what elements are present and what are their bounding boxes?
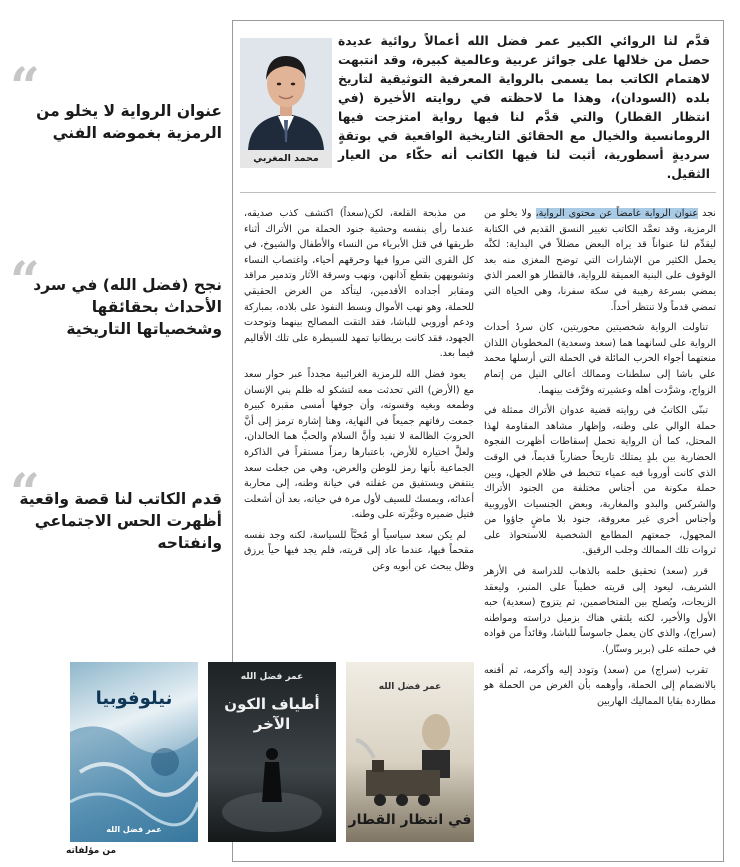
author-portrait-image [240,38,332,150]
book-cover-train[interactable] [346,662,474,842]
quote-mark-icon: “ [10,251,40,312]
quote-mark-icon: “ [10,57,40,118]
silhouette-icon [208,662,336,842]
body-column-right [484,206,716,714]
body-paragraph: من مذبحة القلعة، لكن(سعداً) اكتشف كذب صديقه، عندما رأى بنفسه وحشية جنود الحملة من الأتراك أثناء طريقها في قتل الأبرياء من النساء والأطفال والشيوخ، في كل القرى التي مروا فيها وحرقهم أحياء، واغتصاب النساء وتشويههن بقطع آذانهن، ونهب وسرقة الآثار وتدمير مراقد ومقابر أجداده الأقدمين، ليتأكد من الغرض الحقيقي للحملة، وهو نهب الأموال وبسط النفوذ على بلاده، بمباركة ودعم أوروبي للباشا، فقد التقت المصالح بينهما وتوحدت الجهود، فقد كانت بريطانيا تمهد للسيطرة على تلك الأقاليم فيما بعد. [244,208,474,360]
pull-quote-1: عنوان الرواية لا يخلو من الرمزية بغموضه الفني [36,102,222,142]
body-paragraph: تناولت الرواية شخصيتين محوريتين، كان سردُ أحداث الرواية على لسانهما هما (سعد وسعدية) المخطوبان اللذان منعتهما أجواء الحرب المائلة في الحملة التي أرسلها محمد علي باشا إلى سلطنات وممالك أعالي النيل من إتمام الزواج، وشرَّدت أهله وعشيرته وفرَّقت بينهما. [484,322,716,396]
book-cover-atyaf[interactable] [208,662,336,842]
body-paragraph: تبنّى الكاتبُ في روايته قضية عدوان الأتراك ممثلة في حملة الوالي على وطنه، وإظهار مشاهد المقاومة لهذا المحتل، كما أن الرواية تحمل إسقاطات أظهرت الفجوة الحضارية بين بلدٍ يمتلك تاريخاً حضارياً قديماً، في الوقت الذي كانت أوروبا فيه عمياء تتخبط في ظلام الجهل، وبين حملة مكونة من أجناس مختلفة من الجنود الأتراك والشركس والبدو والمغاربة، وبعض الجنسيات الأوروبية وأجناس أخرى غير معروفة، جنود بلا ماضٍ جاؤوا من المجهول، جمعتهم المطامع الشخصية للاستحواذ على ثروات تلك الممالك وجلب الرقيق. [484,405,716,557]
intro-text: قدَّم لنا الروائي الكبير عمر فضل الله أعمالاً روائية عديدة حصل من خلالها على جوائز عربية وعالمية كبيرة، وقد انتبهت لاهتمام الكاتب بما يسمى بالرواية المعرفية التوثيقية لتاريخ بلده (السودان)، وهذا ما لاحظته في روايته الأخيرة (في انتظار القطار) والتي قدَّم لنا فيها رواية امتزجت فيها الرومانسية والخيال مع الحقائق التاريخية الواقعية في بوتقةٍ سرديةٍ أسطورية، أثبت لنا فيها الكاتب أنه حكّاء من العيار الثقيل. [338,34,710,181]
pull-quote-2: نجح (فضل الله) في سرد الأحداث بحقائقها وشخصياتها التاريخية [33,276,222,338]
body-paragraph: تقرب (سراج) من (سعد) وتودد إليه وأكرمه، ثم أقنعه بالانضمام إلى الحملة، وأوهمه بأن الغرض من الحملة هو مطاردة بقايا المماليك الهاربين [484,664,716,707]
book-author: عمر فضل الله [106,825,162,834]
lead-paragraph [484,206,716,315]
book-title: أطياف الكون الآخر [224,695,320,733]
highlighted-text[interactable]: عنوان الرواية غامضاً عن محتوى الرواية، [535,208,699,219]
quote-mark-icon: “ [10,463,40,524]
pull-quote-3: قدم الكاتب لنا قصة واقعية أظهرت الحس الاجتماعي وانفتاحه [19,490,222,552]
book-covers [70,662,475,842]
book-author: عمر فضل الله [240,672,304,682]
body-paragraph: يعود فضل الله للرمزية الغرائبية مجدداً عبر حوار سعد مع (الأرض) التي تحدثت معه لتشكو له ظلم بني الإنسان وطمعه وبغيه وقسوته، وأن جوفها أمسى مقبرة كبيرة جمعت رفاتهم جميعاً في النهاية، وهنا إشارة ترمز إلى أنَّ الحروبَ الظالمة لا تفيد وأنَّ السلام والحبَّ هما الخالدان، ولعلَّ اختياره للأرض، باعتبارها رمزاً مستقراً في الذاكرة الجماعية بأنها رمز للوطن والعرض، وهي من جعلت سعد ينتفض ويستفيق من غفلته في خيانة وطنه، إلى محاربة أعدائه، ويمسك للسيف لأول مرة في حياته، بعد أن أشعلت فتيل ضميره وغيَّرته على وطنه. [244,368,474,521]
author-caption: محمد المغربي [240,150,332,168]
lead-rest: ولا يخلو من الرمزية، وقد تعمَّد الكاتب تغيير النسق القديم في الكتابة ليقدِّم لنا عنواناً قد يراه البعض مضللاً في البداية: لكنَّه يحمل الكثير من الإشارات التي توضح المغزى منه بعد الوقوف على البنية العميقة للرواية، فالقطار هو العمر الذي يمضي بسرعة رهيبة في سكة سفرنا، وهي الحياة التي تمضي قدماً ولا تنتظر أحداً. [484,208,716,313]
body-column-middle [244,206,474,580]
books-caption: من مؤلفاته [66,846,117,856]
author-photo [240,38,332,150]
body-paragraph: قرر (سعد) تحقيق حلمه بالذهاب للدراسة في الأزهر الشريف، ليعود إلى قريته خطيباً على المنبر، وليعقد الزيجات، ويُصلح بين المتخاصمين، ثم يتزوج (سعدية) حبه الأول والأخير، لكنه يلتقي هناك بزميل دراسته ومواطنه (سراج)، والذي كان يعمل جاسوساً للباشا، وقائداً من قواده في حملته على (بربر وسنّار). [484,566,716,656]
book-title: نيلوفوبيا [95,688,173,709]
book-title: في انتظار القطار [348,812,472,828]
intro-block [240,32,716,188]
intro-divider [240,192,716,193]
book-author: عمر فضل الله [378,682,442,692]
book-cover-nilophobia[interactable] [70,662,198,842]
body-paragraph: لم يكن سعد سياسياً أو مُحبَّاً للسياسة، لكنه وجد نفسه مقحماً فيها، عندما عاد إلى قريته، فلم يجد فيها حياً يرزق وظل يبحث عن أبويه وعن [244,529,474,573]
lead-prefix: نجد [702,208,716,219]
